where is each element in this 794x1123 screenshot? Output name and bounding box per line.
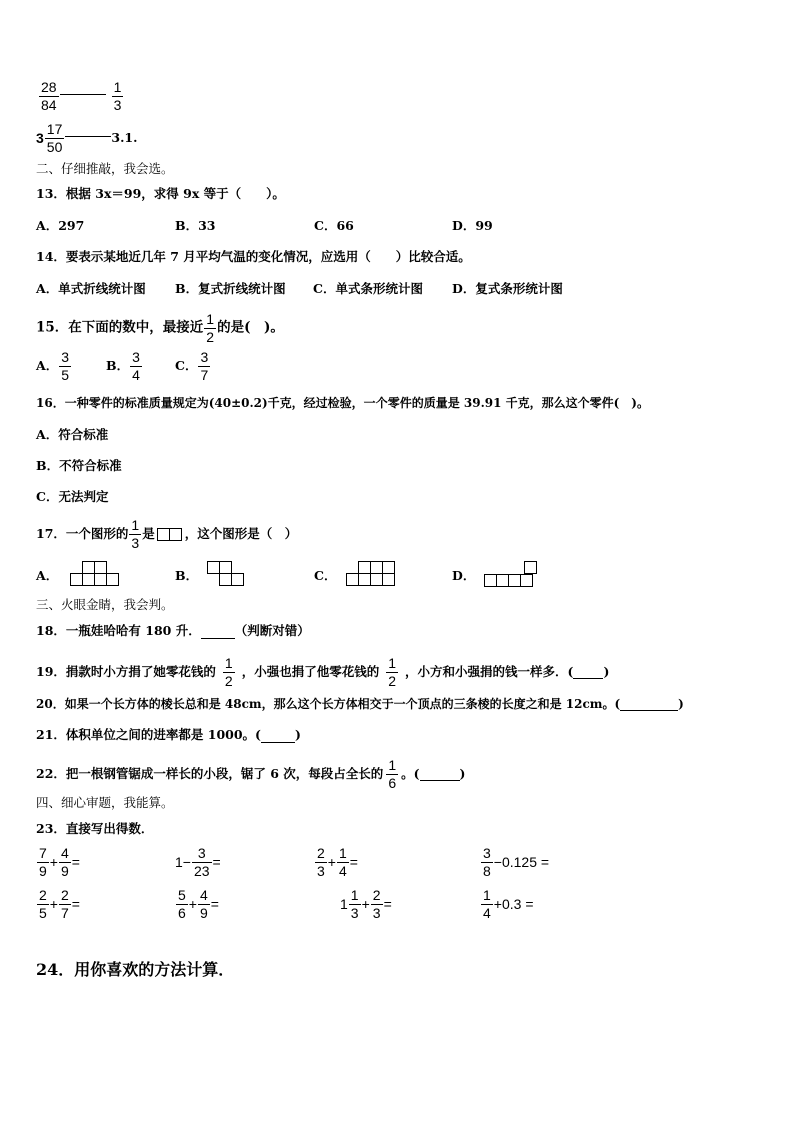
q13-option-b[interactable]: B．33 [175, 218, 216, 233]
question-16: 16．一种零件的标准质量规定为(40±0.2)千克，经过检验，一个零件的质量是 39.91 千克，那么这个零件( )。 [36, 396, 649, 410]
question-21: 21．体积单位之间的进率都是 1000。( ) [36, 727, 301, 742]
q17-option-c-figure[interactable] [346, 561, 406, 589]
fraction: $\frac{1}{2}$ [224, 655, 233, 689]
question-24: 24．用你喜欢的方法计算． [36, 960, 235, 979]
question-17: 17．一个图形的 $\frac{1}{3}$ 是 ，这个图形是（ ） [36, 517, 298, 551]
q17-option-b-figure[interactable] [207, 561, 257, 589]
fraction: $\frac{2}{5}$ [39, 887, 47, 921]
answer-blank[interactable] [201, 625, 235, 639]
fraction: $\frac{4}{9}$ [60, 845, 69, 879]
question-14: 14．要表示某地近几年 7 月平均气温的变化情况，应选用（ ）比较合适。 [36, 249, 471, 264]
answer-blank[interactable] [620, 698, 678, 711]
fraction: $\frac{3}{5}$ [61, 349, 69, 383]
calc-item: $\frac{2}{5}$ + $\frac{2}{7}$ = [39, 887, 80, 921]
fraction: $\frac{17}{50}$ [46, 121, 63, 155]
q17-option-d-figure[interactable] [484, 561, 544, 589]
fraction: $\frac{7}{9}$ [39, 845, 47, 879]
q17-option-b-label[interactable]: B． [175, 568, 199, 583]
question-22: 22．把一根钢管锯成一样长的小段，锯了 6 次，每段占全长的 $\frac{1}{6}$ 。( ) [36, 757, 466, 791]
fraction: $\frac{5}{6}$ [178, 887, 186, 921]
calc-item: $\frac{2}{3}$ + $\frac{1}{4}$ = [317, 845, 358, 879]
answer-blank[interactable] [573, 665, 603, 679]
q13-option-a[interactable]: A．297 [36, 218, 85, 233]
compare-row-2: 3 $\frac{17}{50}$ 3.1. [36, 121, 138, 155]
q17-option-a-figure[interactable] [70, 561, 130, 589]
q15-option-a[interactable]: A． $\frac{3}{5}$ [36, 349, 69, 383]
fraction: $\frac{3}{8}$ [483, 845, 491, 879]
q16-option-b[interactable]: B．不符合标准 [36, 458, 122, 473]
fraction: $\frac{4}{9}$ [199, 887, 208, 921]
q16-option-c[interactable]: C．无法判定 [36, 489, 109, 504]
compare-row-1 [38, 80, 124, 112]
calc-item: $\frac{1}{4}$ +0.3 = [483, 887, 534, 921]
q14-option-d[interactable]: D．复式条形统计图 [452, 281, 563, 296]
fraction: $\frac{3}{23}$ [193, 845, 210, 879]
fraction: $\frac{1}{3}$ [113, 79, 122, 113]
fraction: $\frac{1}{6}$ [388, 757, 397, 791]
section-heading-3: 三、火眼金睛，我会判。 [36, 597, 174, 612]
blank[interactable] [60, 94, 106, 95]
question-19: 19．捐款时小方捐了她零花钱的 $\frac{1}{2}$ ，小强也捐了他零花钱的 $\frac{1}{2}$ ，小方和小强捐的钱一样多．( ) [36, 655, 610, 689]
question-15: 15．在下面的数中，最接近 $\frac{1}{2}$ 的是( )。 [36, 311, 284, 345]
q14-option-b[interactable]: B．复式折线统计图 [175, 281, 286, 296]
fraction: $\frac{1}{4}$ [483, 887, 491, 921]
section-heading-4: 四、细心审题，我能算。 [36, 795, 174, 810]
question-13: 13．根据 3x＝99，求得 9x 等于（ ）。 [36, 186, 285, 201]
calc-item: 1 $\frac{1}{3}$ + $\frac{2}{3}$ = [340, 887, 392, 921]
fraction: $\frac{1}{3}$ [131, 517, 140, 551]
q17-option-d-label[interactable]: D． [452, 568, 476, 583]
q13-option-c[interactable]: C．66 [314, 218, 354, 233]
answer-blank[interactable] [420, 767, 460, 781]
fraction: $\frac{2}{3}$ [372, 887, 381, 921]
question-18: 18．一瓶娃哈哈有 180 升． （判断对错） [36, 623, 310, 638]
fraction: $\frac{2}{7}$ [60, 887, 69, 921]
q17-option-c-label[interactable]: C． [314, 568, 337, 583]
calc-item: $\frac{7}{9}$ + $\frac{4}{9}$ = [39, 845, 80, 879]
q14-option-a[interactable]: A．单式折线统计图 [36, 281, 146, 296]
q15-option-c[interactable]: C． $\frac{3}{7}$ [175, 349, 209, 383]
fraction: $\frac{1}{2}$ [388, 655, 397, 689]
q17-option-a-label[interactable]: A． [36, 568, 59, 583]
two-square-shape [157, 528, 183, 541]
q15-option-b[interactable]: B． $\frac{3}{4}$ [106, 349, 140, 383]
question-23: 23．直接写出得数． [36, 821, 154, 836]
fraction: $\frac{1}{4}$ [338, 845, 347, 879]
section-heading-2: 二、仔细推敲，我会选。 [36, 161, 174, 176]
question-20: 20．如果一个长方体的棱长总和是 48cm，那么这个长方体相交于一个顶点的三条棱的长度之和是 12cm。( ) [36, 697, 684, 711]
blank[interactable] [65, 136, 111, 137]
fraction: $\frac{2}{3}$ [317, 845, 325, 879]
q16-option-a[interactable]: A．符合标准 [36, 427, 109, 442]
calc-item: $\frac{3}{8}$ −0.125 = [483, 845, 550, 879]
calc-item: 1− $\frac{3}{23}$ = [175, 845, 221, 879]
fraction: $\frac{28}{84}$ [41, 79, 57, 113]
q14-option-c[interactable]: C．单式条形统计图 [313, 281, 423, 296]
fraction: $\frac{3}{7}$ [200, 349, 209, 383]
fraction: $\frac{1}{2}$ [206, 311, 215, 345]
q13-option-d[interactable]: D．99 [452, 218, 493, 233]
fraction: $\frac{3}{4}$ [132, 349, 140, 383]
fraction: $\frac{1}{3}$ [350, 887, 359, 921]
answer-blank[interactable] [261, 729, 295, 743]
calc-item: $\frac{5}{6}$ + $\frac{4}{9}$ = [178, 887, 219, 921]
